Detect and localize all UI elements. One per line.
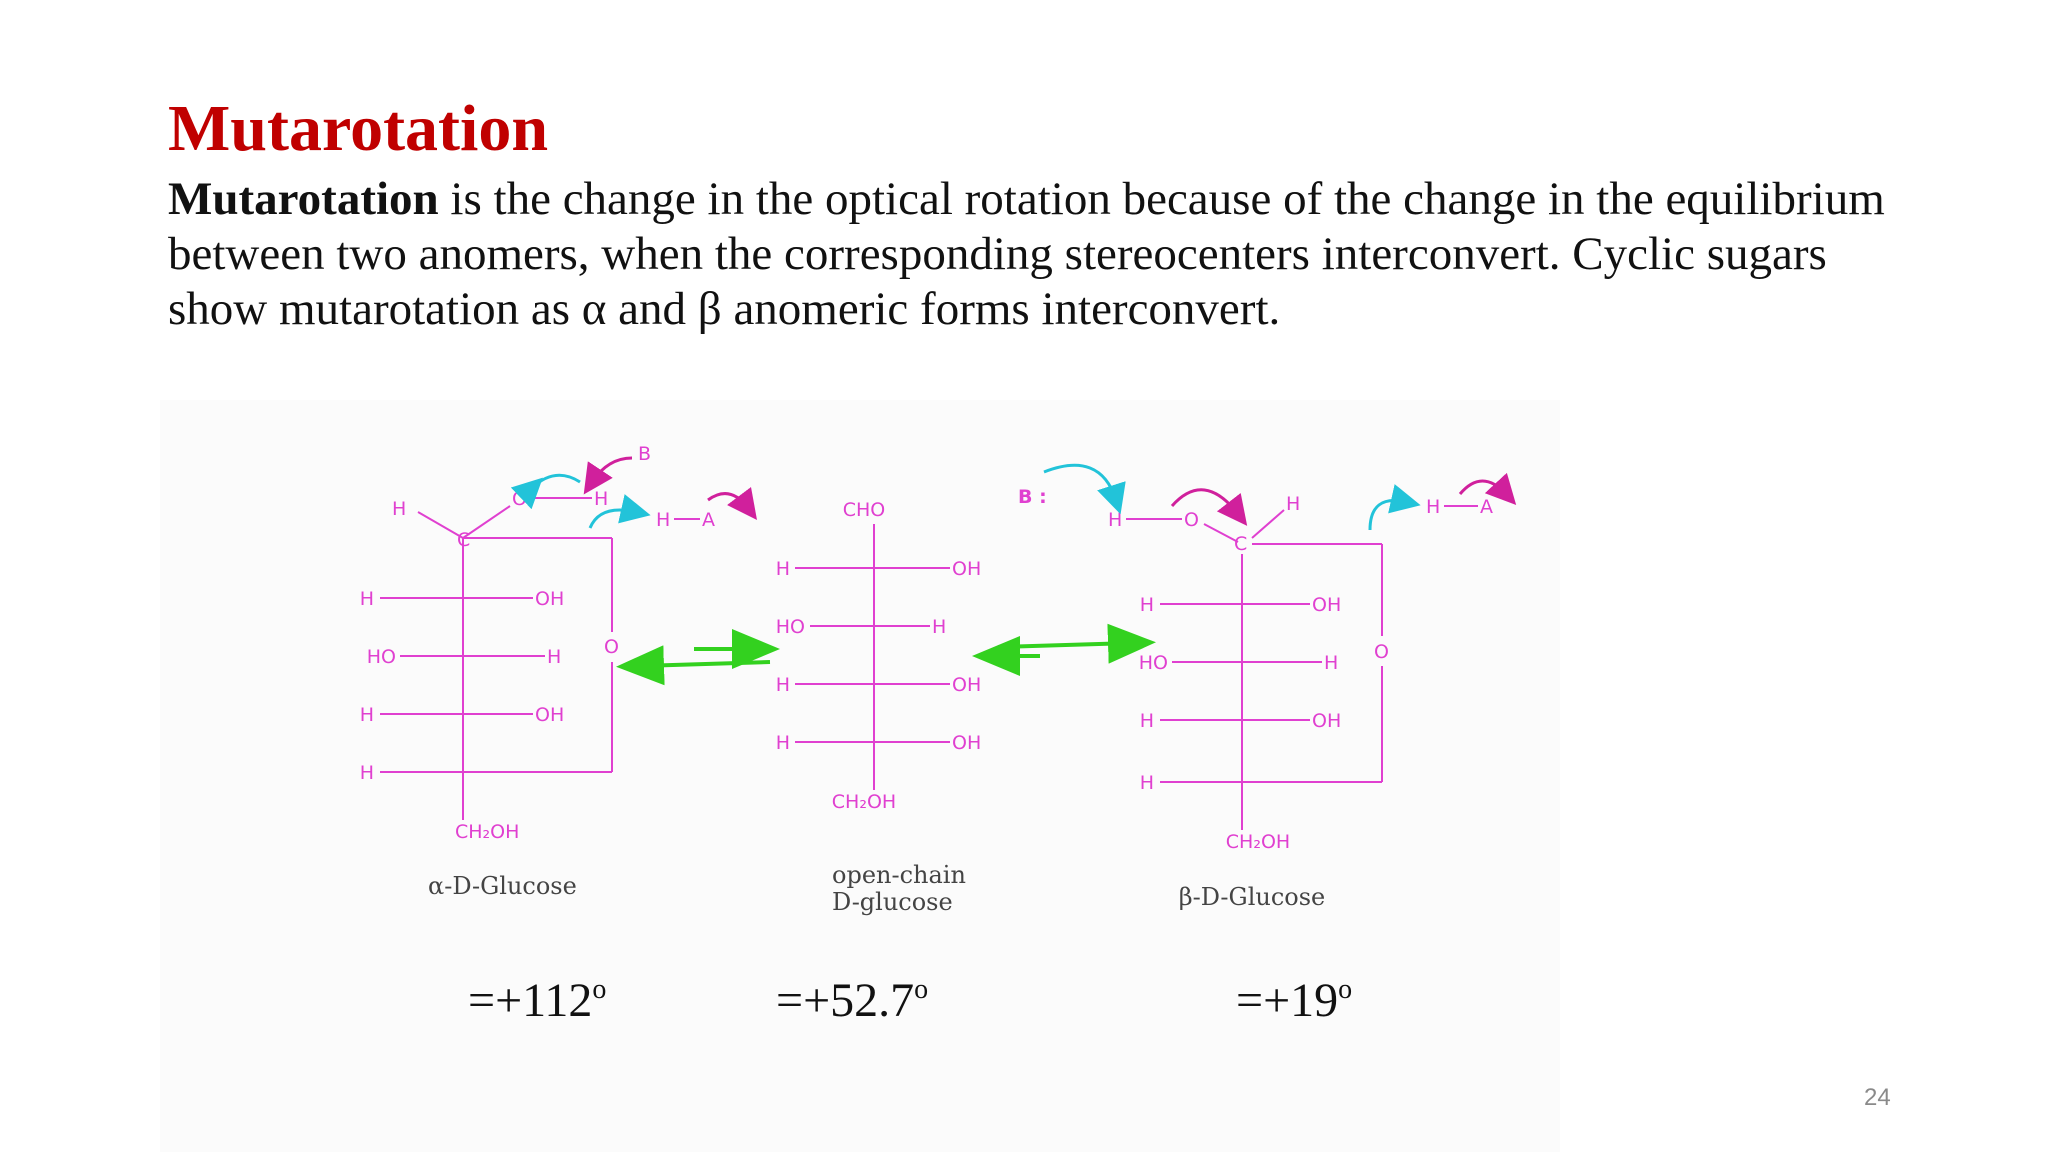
alpha-cyan-arrow-2 [590,510,636,528]
page-number: 24 [1864,1084,1891,1111]
rotation-alpha [468,976,606,1025]
alpha-c1: C [457,529,471,551]
alpha-o-hydroxyl: O [512,488,527,510]
rotation-beta-degree: o [1338,974,1353,1005]
alpha-acid-a: A [702,509,715,531]
open-row4-left: H [775,732,790,754]
alpha-row3-right: OH [535,704,565,726]
beta-base-label: B : [1018,486,1047,508]
alpha-ch2oh: CH₂OH [455,821,520,843]
beta-magenta-arrow-2 [1460,481,1506,494]
beta-acid-h: H [1426,496,1441,518]
alpha-h-anomeric: H [392,498,407,520]
beta-acid-a: A [1480,496,1493,518]
beta-row1-left: H [1139,594,1154,616]
beta-row2-right: H [1324,652,1339,674]
alpha-glucose-structure [360,443,748,900]
rotation-open-chain-degree: o [914,974,929,1005]
open-caption-line2: D-glucose [832,888,953,916]
alpha-ring-oxygen: O [604,636,619,658]
beta-c1: C [1234,533,1248,555]
beta-magenta-arrow-1 [1172,490,1238,514]
slide-title: Mutarotation [168,92,549,165]
alpha-row1-left: H [359,588,374,610]
open-ch2oh: CH₂OH [831,791,897,813]
definition-text: is the change in the optical rotation because of the change in the equilibrium between two anomers, when the corresponding stereocenters interconvert. Cyclic sugars show mutarotation as α and β anomeric forms interconvert. [168,173,1885,335]
beta-h-top: H [1286,493,1301,515]
open-row2-right: H [932,616,947,638]
open-caption-line1: open-chain [832,861,966,889]
beta-cyan-arrow-1 [1044,465,1116,500]
alpha-base-label: B [638,443,652,465]
alpha-cyan-arrow-1 [532,475,580,488]
rotation-beta-value: =+19 [1236,974,1339,1027]
beta-caption: β-D-Glucose [1178,883,1326,911]
beta-row1-right: OH [1312,594,1342,616]
beta-cyan-arrow-2 [1370,501,1406,530]
rotation-open-chain [776,976,928,1025]
open-row3-right: OH [952,674,982,696]
beta-glucose-structure [1018,465,1506,911]
open-row3-left: H [775,674,790,696]
open-cho: CHO [842,499,886,521]
beta-h-left: H [1108,509,1123,531]
alpha-acid-h: H [656,509,671,531]
definition-term: Mutarotation [168,173,439,225]
alpha-row3-left: H [359,704,374,726]
open-row4-right: OH [952,732,982,754]
beta-row2-left: HO [1138,652,1168,674]
definition-paragraph [168,172,1888,337]
rotation-alpha-value: =+112 [468,974,593,1027]
equilibrium-arrows-2 [996,643,1132,656]
beta-ch2oh: CH₂OH [1225,831,1291,853]
alpha-row2-right: H [547,646,562,668]
alpha-row2-left: HO [366,646,396,668]
beta-row3-right: OH [1312,710,1342,732]
alpha-h-hydroxyl: H [594,488,609,510]
beta-row3-left: H [1139,710,1154,732]
alpha-magenta-arrow-1 [592,458,632,482]
alpha-row1-right: OH [535,588,565,610]
alpha-caption: α-D-Glucose [428,872,577,900]
open-row2-left: HO [775,616,805,638]
rotation-alpha-degree: o [592,974,607,1005]
equilibrium-arrows-1 [640,649,770,666]
alpha-row4-left: H [359,762,374,784]
rotation-open-chain-value: =+52.7 [776,974,915,1027]
alpha-magenta-arrow-2 [708,494,748,508]
beta-row4-left: H [1139,772,1154,794]
rotation-beta [1236,976,1352,1025]
open-row1-left: H [775,558,790,580]
beta-o-hydroxyl: O [1184,509,1199,531]
mutarotation-diagram [160,400,1560,960]
open-chain-structure [776,499,982,916]
open-row1-right: OH [952,558,982,580]
beta-ring-oxygen: O [1374,641,1389,663]
